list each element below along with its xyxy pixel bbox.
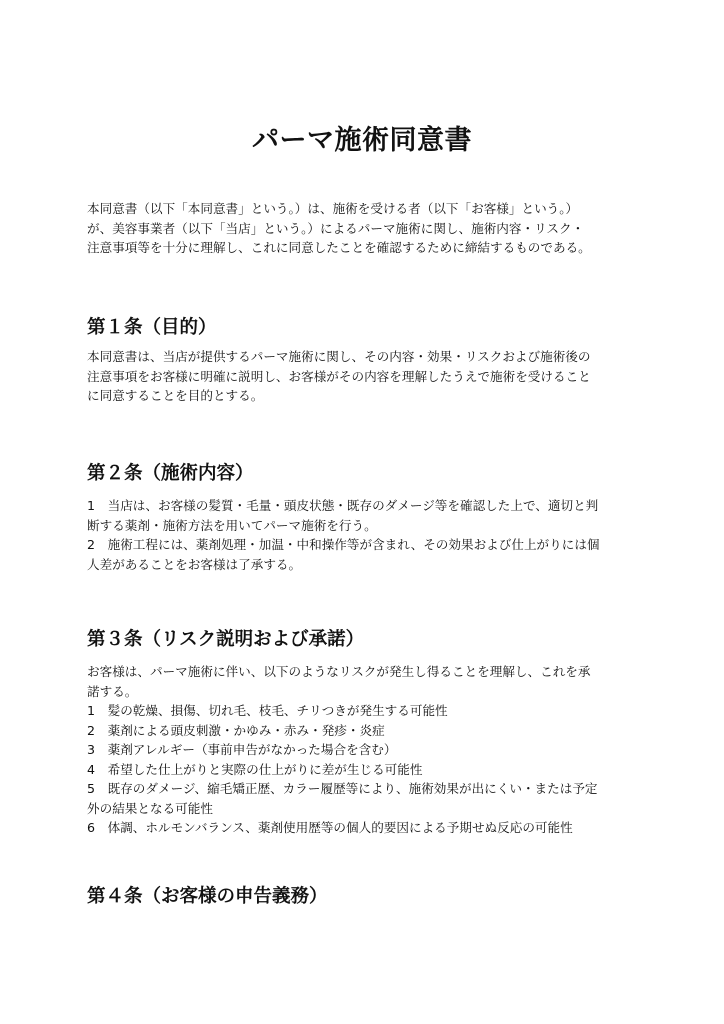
article-line: 注意事項をお客様に明確に説明し、お客様がその内容を理解したうえで施術を受けること xyxy=(87,368,591,384)
article-line: 1 髪の乾燥、損傷、切れ毛、枝毛、チリつきが発生する可能性 xyxy=(87,703,448,718)
intro-line: が、美容事業者（以下「当店」という。）によるパーマ施術に関し、施術内容・リスク・ xyxy=(87,220,585,236)
article-line: お客様は、パーマ施術に伴い、以下のようなリスクが発生し得ることを理解し、これを承 xyxy=(87,664,591,679)
article-line: 5 既存のダメージ、縮毛矯正歴、カラー履歴等により、施術効果が出にくい・または予定 xyxy=(87,781,598,796)
article-1-heading: 第１条（目的） xyxy=(87,317,217,338)
article-3-body xyxy=(87,662,642,838)
intro-paragraph xyxy=(87,199,642,258)
article-2-heading: 第２条（施術内容） xyxy=(87,463,254,484)
article-2-body xyxy=(87,496,642,574)
article-1-body xyxy=(87,347,642,406)
article-line: 諾する。 xyxy=(87,683,138,699)
article-line: に同意することを目的とする。 xyxy=(87,388,264,403)
article-line: 6 体調、ホルモンバランス、薬剤使用歴等の個人的要因による予期せぬ反応の可能性 xyxy=(87,820,573,835)
article-line: 外の結果となる可能性 xyxy=(87,800,213,816)
article-line: 4 希望した仕上がりと実際の仕上がりに差が生じる可能性 xyxy=(87,761,423,777)
article-line: 3 薬剤アレルギー（事前申告がなかった場合を含む） xyxy=(87,742,397,757)
article-line: 本同意書は、当店が提供するパーマ施術に関し、その内容・効果・リスクおよび施術後の xyxy=(87,349,591,364)
document-title: パーマ施術同意書 xyxy=(252,125,472,156)
article-line: 断する薬剤・施術方法を用いてパーマ施術を行う。 xyxy=(87,517,377,533)
article-3-heading: 第３条（リスク説明および承諾） xyxy=(87,629,365,650)
article-line: 2 施術工程には、薬剤処理・加温・中和操作等が含まれ、その効果および仕上がりには個 xyxy=(87,537,600,552)
article-line: 1 当店は、お客様の髪質・毛量・頭皮状態・既存のダメージ等を確認した上で、適切と判 xyxy=(87,498,599,513)
intro-line: 注意事項等を十分に理解し、これに同意したことを確認するために締結するものである。 xyxy=(87,240,591,255)
article-line: 人差があることをお客様は了承する。 xyxy=(87,556,302,572)
article-line: 2 薬剤による頭皮刺激・かゆみ・赤み・発疹・炎症 xyxy=(87,722,385,738)
intro-line: 本同意書（以下「本同意書」という。）は、施術を受ける者（以下「お客様」という。） xyxy=(87,201,579,216)
article-4-heading: 第４条（お客様の申告義務） xyxy=(87,886,328,907)
